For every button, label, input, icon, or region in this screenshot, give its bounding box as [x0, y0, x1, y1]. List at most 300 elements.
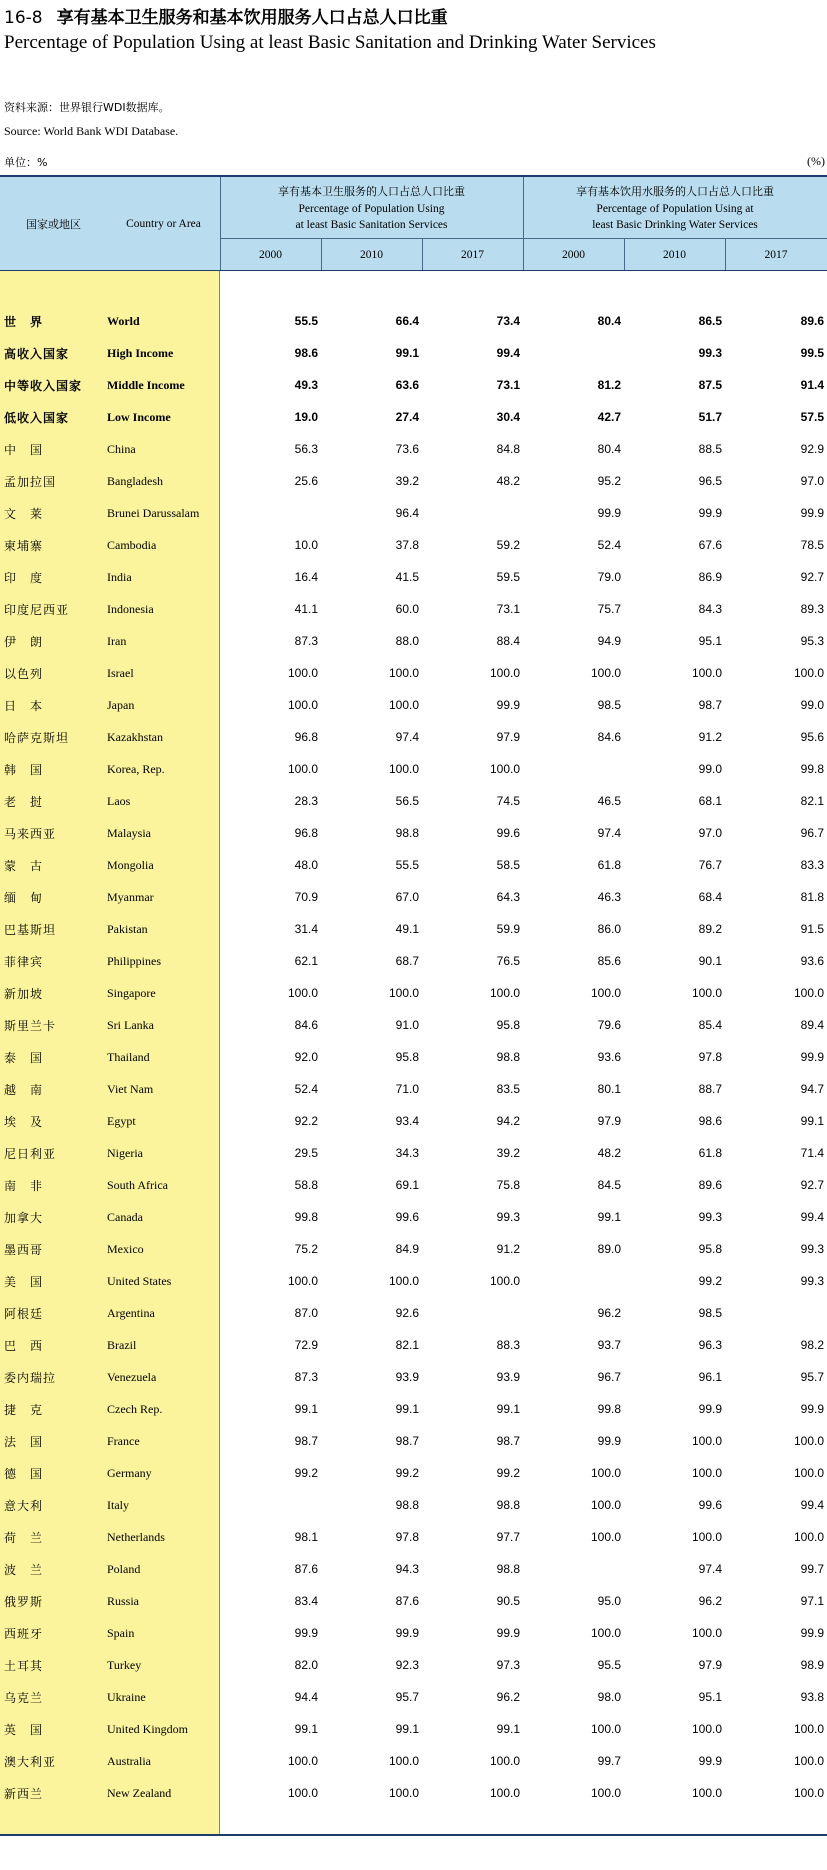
country-name-en: India [107, 569, 132, 584]
value-cell: 100.0 [489, 762, 520, 776]
value-cell: 97.8 [395, 1530, 419, 1544]
value-cell: 99.2 [496, 1466, 520, 1480]
value-cell: 87.3 [294, 1370, 318, 1384]
value-cell: 89.6 [698, 1178, 722, 1192]
country-name-cn: 中 国 [4, 442, 44, 457]
value-cell: 28.3 [294, 794, 318, 808]
value-cell: 100.0 [489, 666, 520, 680]
country-name-cn: 土耳其 [4, 1658, 44, 1673]
value-cell: 99.9 [597, 1434, 621, 1448]
value-cell: 92.7 [800, 570, 824, 584]
value-cell: 95.5 [597, 1658, 621, 1672]
value-cell: 99.9 [800, 1626, 824, 1640]
value-cell: 93.7 [597, 1338, 621, 1352]
value-cell: 97.9 [698, 1658, 722, 1672]
value-cell: 92.6 [395, 1306, 419, 1320]
table-row [0, 1681, 827, 1713]
country-name-en: Philippines [107, 953, 162, 968]
value-cell: 96.2 [698, 1594, 722, 1608]
table-row [0, 401, 827, 433]
value-cell: 52.4 [597, 538, 621, 552]
value-cell: 79.0 [597, 570, 621, 584]
value-cell: 99.9 [294, 1626, 318, 1640]
value-cell: 84.5 [597, 1178, 621, 1192]
country-name-cn: 日 本 [4, 698, 44, 713]
source-cn: 资料来源：世界银行WDI数据库。 [4, 101, 170, 114]
value-cell: 100.0 [793, 1786, 824, 1800]
header-year: 2000 [259, 249, 282, 261]
value-cell: 93.9 [496, 1370, 520, 1384]
country-name-en: Egypt [107, 1113, 136, 1128]
table-row [0, 1105, 827, 1137]
value-cell: 90.1 [698, 954, 722, 968]
value-cell: 99.6 [395, 1210, 419, 1224]
table-row [0, 305, 827, 337]
header-water-en-2: least Basic Drinking Water Services [592, 218, 758, 231]
header-sanitation-cn: 享有基本卫生服务的人口占总人口比重 [278, 184, 465, 198]
value-cell: 98.7 [496, 1434, 520, 1448]
table-row [0, 1265, 827, 1297]
value-cell: 93.4 [395, 1114, 419, 1128]
value-cell: 34.3 [395, 1146, 419, 1160]
value-cell: 99.9 [800, 1050, 824, 1064]
table-row [0, 1457, 827, 1489]
value-cell: 97.9 [597, 1114, 621, 1128]
value-cell: 85.4 [698, 1018, 722, 1032]
table-row [0, 1297, 827, 1329]
value-cell: 95.8 [496, 1018, 520, 1032]
country-name-cn: 印 度 [4, 570, 44, 585]
country-name-cn: 老 挝 [4, 794, 44, 809]
country-name-cn: 柬埔寨 [4, 538, 44, 553]
value-cell: 99.9 [800, 1402, 824, 1416]
country-name-en: World [107, 313, 140, 328]
value-cell: 25.6 [294, 474, 318, 488]
header-country-en: Country or Area [126, 218, 201, 230]
table-row [0, 1489, 827, 1521]
table-row [0, 1745, 827, 1777]
value-cell: 100.0 [793, 1466, 824, 1480]
value-cell: 98.6 [294, 346, 318, 360]
value-cell: 84.3 [698, 602, 722, 616]
value-cell: 87.5 [698, 378, 722, 392]
country-name-cn: 阿根廷 [4, 1306, 44, 1321]
value-cell: 87.0 [294, 1306, 318, 1320]
table-row [0, 433, 827, 465]
value-cell: 100.0 [287, 1274, 318, 1288]
country-name-cn: 法 国 [4, 1434, 44, 1449]
country-name-en: Turkey [107, 1657, 142, 1672]
value-cell: 61.8 [597, 858, 621, 872]
table-row [0, 785, 827, 817]
country-name-cn: 新西兰 [4, 1786, 44, 1801]
value-cell: 80.1 [597, 1082, 621, 1096]
value-cell: 100.0 [388, 986, 419, 1000]
table-row [0, 1713, 827, 1745]
value-cell: 87.3 [294, 634, 318, 648]
country-name-en: Italy [107, 1497, 129, 1512]
value-cell: 98.1 [294, 1530, 318, 1544]
value-cell: 98.5 [698, 1306, 722, 1320]
table-row [0, 881, 827, 913]
country-name-cn: 委内瑞拉 [4, 1370, 57, 1385]
country-name-cn: 越 南 [4, 1082, 44, 1097]
value-cell: 100.0 [793, 1530, 824, 1544]
value-cell: 97.4 [597, 826, 621, 840]
country-name-en: Kazakhstan [107, 729, 163, 744]
value-cell: 100.0 [793, 1722, 824, 1736]
value-cell: 100.0 [691, 986, 722, 1000]
value-cell: 97.4 [395, 730, 419, 744]
value-cell: 39.2 [395, 474, 419, 488]
table-row [0, 1617, 827, 1649]
table-row [0, 1553, 827, 1585]
value-cell: 99.1 [294, 1722, 318, 1736]
country-name-cn: 埃 及 [4, 1114, 44, 1129]
value-cell: 84.6 [597, 730, 621, 744]
value-cell: 59.5 [496, 570, 520, 584]
value-cell: 83.5 [496, 1082, 520, 1096]
value-cell: 91.2 [698, 730, 722, 744]
value-cell: 73.4 [496, 314, 520, 328]
value-cell: 99.1 [395, 1402, 419, 1416]
country-name-cn: 哈萨克斯坦 [4, 730, 70, 745]
value-cell: 82.1 [800, 794, 824, 808]
value-cell: 60.0 [395, 602, 419, 616]
value-cell: 68.1 [698, 794, 722, 808]
value-cell: 16.4 [294, 570, 318, 584]
value-cell: 99.4 [800, 1498, 824, 1512]
value-cell: 67.6 [698, 538, 722, 552]
value-cell: 100.0 [590, 986, 621, 1000]
value-cell: 52.4 [294, 1082, 318, 1096]
value-cell: 68.7 [395, 954, 419, 968]
value-cell: 100.0 [590, 1722, 621, 1736]
value-cell: 99.1 [496, 1402, 520, 1416]
value-cell: 98.8 [395, 1498, 419, 1512]
title-cn: 享有基本卫生服务和基本饮用服务人口占总人口比重 [56, 8, 448, 28]
value-cell: 69.1 [395, 1178, 419, 1192]
value-cell: 57.5 [800, 410, 824, 424]
table-row [0, 1009, 827, 1041]
value-cell: 96.1 [698, 1370, 722, 1384]
value-cell: 94.2 [496, 1114, 520, 1128]
country-name-en: Venezuela [107, 1369, 157, 1384]
value-cell: 46.5 [597, 794, 621, 808]
country-name-cn: 俄罗斯 [4, 1594, 44, 1609]
value-cell: 37.8 [395, 538, 419, 552]
header-water-en-1: Percentage of Population Using at [596, 202, 754, 215]
value-cell: 99.7 [597, 1754, 621, 1768]
country-name-en: United Kingdom [107, 1721, 188, 1736]
value-cell: 100.0 [590, 1466, 621, 1480]
header-year: 2017 [764, 249, 788, 261]
table-row [0, 625, 827, 657]
country-name-en: Pakistan [107, 921, 148, 936]
value-cell: 96.7 [800, 826, 824, 840]
value-cell: 97.0 [800, 474, 824, 488]
country-name-cn: 斯里兰卡 [4, 1018, 57, 1033]
value-cell: 99.3 [800, 1274, 824, 1288]
value-cell: 89.6 [800, 314, 824, 328]
value-cell: 29.5 [294, 1146, 318, 1160]
country-name-cn: 荷 兰 [4, 1530, 44, 1545]
header-country-cn: 国家或地区 [26, 218, 81, 231]
value-cell: 92.9 [800, 442, 824, 456]
header-sanitation-en-1: Percentage of Population Using [298, 202, 445, 215]
value-cell: 91.5 [800, 922, 824, 936]
value-cell: 98.7 [698, 698, 722, 712]
value-cell: 39.2 [496, 1146, 520, 1160]
value-cell: 100.0 [793, 1754, 824, 1768]
value-cell: 73.1 [496, 602, 520, 616]
value-cell: 95.0 [597, 1594, 621, 1608]
value-cell: 96.3 [698, 1338, 722, 1352]
value-cell: 83.4 [294, 1594, 318, 1608]
header-year: 2017 [461, 249, 484, 261]
value-cell: 85.6 [597, 954, 621, 968]
country-name-cn: 尼日利亚 [4, 1146, 57, 1161]
country-name-en: Bangladesh [107, 473, 163, 488]
country-name-cn: 伊 朗 [4, 634, 44, 649]
value-cell: 73.6 [395, 442, 419, 456]
value-cell: 100.0 [691, 1466, 722, 1480]
value-cell: 75.2 [294, 1242, 318, 1256]
value-cell: 88.5 [698, 442, 722, 456]
country-name-en: Brazil [107, 1337, 137, 1352]
value-cell: 58.5 [496, 858, 520, 872]
value-cell: 95.3 [800, 634, 824, 648]
country-name-cn: 孟加拉国 [4, 474, 57, 489]
value-cell: 80.4 [597, 314, 621, 328]
country-name-cn: 英 国 [4, 1722, 44, 1737]
country-name-en: New Zealand [107, 1785, 172, 1800]
value-cell: 100.0 [590, 666, 621, 680]
header-year: 2000 [562, 249, 585, 261]
table-row [0, 1777, 827, 1809]
value-cell: 41.1 [294, 602, 318, 616]
value-cell: 49.1 [395, 922, 419, 936]
country-name-en: China [107, 441, 136, 456]
value-cell: 97.4 [698, 1562, 722, 1576]
value-cell: 98.2 [800, 1338, 824, 1352]
value-cell: 100.0 [691, 1626, 722, 1640]
country-name-cn: 德 国 [4, 1466, 44, 1481]
value-cell: 56.3 [294, 442, 318, 456]
country-name-cn: 印度尼西亚 [4, 602, 70, 617]
country-name-en: Ukraine [107, 1689, 146, 1704]
country-name-cn: 泰 国 [4, 1050, 44, 1065]
value-cell: 99.1 [496, 1722, 520, 1736]
country-name-cn: 墨西哥 [4, 1242, 44, 1257]
value-cell: 100.0 [691, 1786, 722, 1800]
value-cell: 92.2 [294, 1114, 318, 1128]
table-row [0, 1361, 827, 1393]
value-cell: 98.8 [395, 826, 419, 840]
value-cell: 100.0 [388, 698, 419, 712]
country-name-cn: 缅 甸 [4, 890, 44, 905]
value-cell: 100.0 [287, 986, 318, 1000]
value-cell: 97.1 [800, 1594, 824, 1608]
country-name-cn: 马来西亚 [4, 826, 57, 841]
header-year: 2010 [360, 249, 383, 261]
value-cell: 99.0 [800, 698, 824, 712]
value-cell: 99.1 [395, 346, 419, 360]
value-cell: 95.7 [800, 1370, 824, 1384]
value-cell: 99.9 [698, 1754, 722, 1768]
value-cell: 81.2 [597, 378, 621, 392]
value-cell: 67.0 [395, 890, 419, 904]
value-cell: 49.3 [294, 378, 318, 392]
value-cell: 96.2 [597, 1306, 621, 1320]
value-cell: 99.9 [496, 1626, 520, 1640]
value-cell: 99.9 [395, 1626, 419, 1640]
value-cell: 100.0 [489, 986, 520, 1000]
value-cell: 99.8 [800, 762, 824, 776]
value-cell: 99.3 [800, 1242, 824, 1256]
value-cell: 89.4 [800, 1018, 824, 1032]
value-cell: 98.0 [597, 1690, 621, 1704]
value-cell: 99.2 [698, 1274, 722, 1288]
value-cell: 99.9 [698, 506, 722, 520]
country-name-en: Thailand [107, 1049, 150, 1064]
value-cell: 100.0 [793, 986, 824, 1000]
value-cell: 74.5 [496, 794, 520, 808]
country-name-en: United States [107, 1273, 172, 1288]
table-row [0, 1393, 827, 1425]
country-name-cn: 巴 西 [4, 1338, 44, 1353]
table-row [0, 849, 827, 881]
value-cell: 95.8 [395, 1050, 419, 1064]
table-row [0, 657, 827, 689]
country-name-en: Malaysia [107, 825, 151, 840]
value-cell: 100.0 [287, 666, 318, 680]
value-cell: 86.5 [698, 314, 722, 328]
value-cell: 31.4 [294, 922, 318, 936]
value-cell: 100.0 [590, 1786, 621, 1800]
value-cell: 98.5 [597, 698, 621, 712]
country-name-cn: 新加坡 [4, 986, 44, 1001]
country-name-cn: 美 国 [4, 1274, 44, 1289]
table-row [0, 721, 827, 753]
value-cell: 100.0 [287, 1754, 318, 1768]
value-cell: 98.7 [395, 1434, 419, 1448]
value-cell: 96.2 [496, 1690, 520, 1704]
country-name-en: Brunei Darussalam [107, 505, 200, 520]
value-cell: 99.3 [698, 1210, 722, 1224]
table-row [0, 1073, 827, 1105]
table-row [0, 337, 827, 369]
value-cell: 94.3 [395, 1562, 419, 1576]
country-name-en: Canada [107, 1209, 143, 1224]
value-cell: 76.5 [496, 954, 520, 968]
value-cell: 99.1 [395, 1722, 419, 1736]
value-cell: 100.0 [388, 762, 419, 776]
value-cell: 96.4 [395, 506, 419, 520]
value-cell: 48.0 [294, 858, 318, 872]
header-year: 2010 [663, 249, 686, 261]
value-cell: 98.6 [698, 1114, 722, 1128]
value-cell: 91.4 [800, 378, 824, 392]
country-name-cn: 澳大利亚 [4, 1754, 57, 1769]
table-row [0, 1233, 827, 1265]
value-cell: 96.7 [597, 1370, 621, 1384]
value-cell: 51.7 [698, 410, 722, 424]
value-cell: 93.8 [800, 1690, 824, 1704]
value-cell: 97.9 [496, 730, 520, 744]
value-cell: 99.9 [698, 1402, 722, 1416]
value-cell: 55.5 [395, 858, 419, 872]
value-cell: 100.0 [287, 1786, 318, 1800]
country-name-en: Poland [107, 1561, 141, 1576]
value-cell: 100.0 [691, 1722, 722, 1736]
value-cell: 98.9 [800, 1658, 824, 1672]
table-row [0, 977, 827, 1009]
value-cell: 93.6 [800, 954, 824, 968]
value-cell: 95.1 [698, 1690, 722, 1704]
country-name-en: Czech Rep. [107, 1401, 163, 1416]
value-cell: 100.0 [691, 1530, 722, 1544]
table-body [0, 271, 827, 1836]
value-cell: 99.4 [800, 1210, 824, 1224]
country-name-cn: 菲律宾 [4, 954, 44, 969]
value-cell: 99.2 [395, 1466, 419, 1480]
table-row [0, 913, 827, 945]
header-sanitation [220, 177, 523, 238]
table-row [0, 1169, 827, 1201]
value-cell: 94.4 [294, 1690, 318, 1704]
value-cell: 95.2 [597, 474, 621, 488]
value-cell: 90.5 [496, 1594, 520, 1608]
data-table [0, 175, 827, 1836]
header-country-en-cell [107, 177, 220, 271]
value-cell: 92.3 [395, 1658, 419, 1672]
country-name-cn: 巴基斯坦 [4, 922, 57, 937]
country-name-en: Germany [107, 1465, 152, 1480]
value-cell: 27.4 [395, 410, 419, 424]
value-cell: 70.9 [294, 890, 318, 904]
table-row [0, 1649, 827, 1681]
value-cell: 98.8 [496, 1050, 520, 1064]
table-row [0, 1041, 827, 1073]
value-cell: 88.0 [395, 634, 419, 648]
value-cell: 64.3 [496, 890, 520, 904]
value-cell: 84.8 [496, 442, 520, 456]
value-cell: 97.0 [698, 826, 722, 840]
country-name-en: Singapore [107, 985, 156, 1000]
country-name-cn: 低收入国家 [4, 410, 70, 425]
value-cell: 88.7 [698, 1082, 722, 1096]
country-name-en: South Africa [107, 1177, 168, 1192]
value-cell: 58.8 [294, 1178, 318, 1192]
country-name-cn: 波 兰 [4, 1562, 44, 1577]
value-cell: 89.2 [698, 922, 722, 936]
country-name-en: Iran [107, 633, 127, 648]
country-name-en: Mexico [107, 1241, 144, 1256]
page-title [4, 6, 824, 30]
unit-en: (%) [807, 154, 825, 168]
value-cell: 100.0 [793, 666, 824, 680]
country-name-cn: 西班牙 [4, 1626, 44, 1641]
unit-cn: 单位：% [4, 156, 48, 169]
table-row [0, 1137, 827, 1169]
table-row [0, 1425, 827, 1457]
country-name-cn: 世 界 [4, 314, 44, 329]
value-cell: 62.1 [294, 954, 318, 968]
value-cell: 84.6 [294, 1018, 318, 1032]
table-row [0, 945, 827, 977]
value-cell: 94.9 [597, 634, 621, 648]
